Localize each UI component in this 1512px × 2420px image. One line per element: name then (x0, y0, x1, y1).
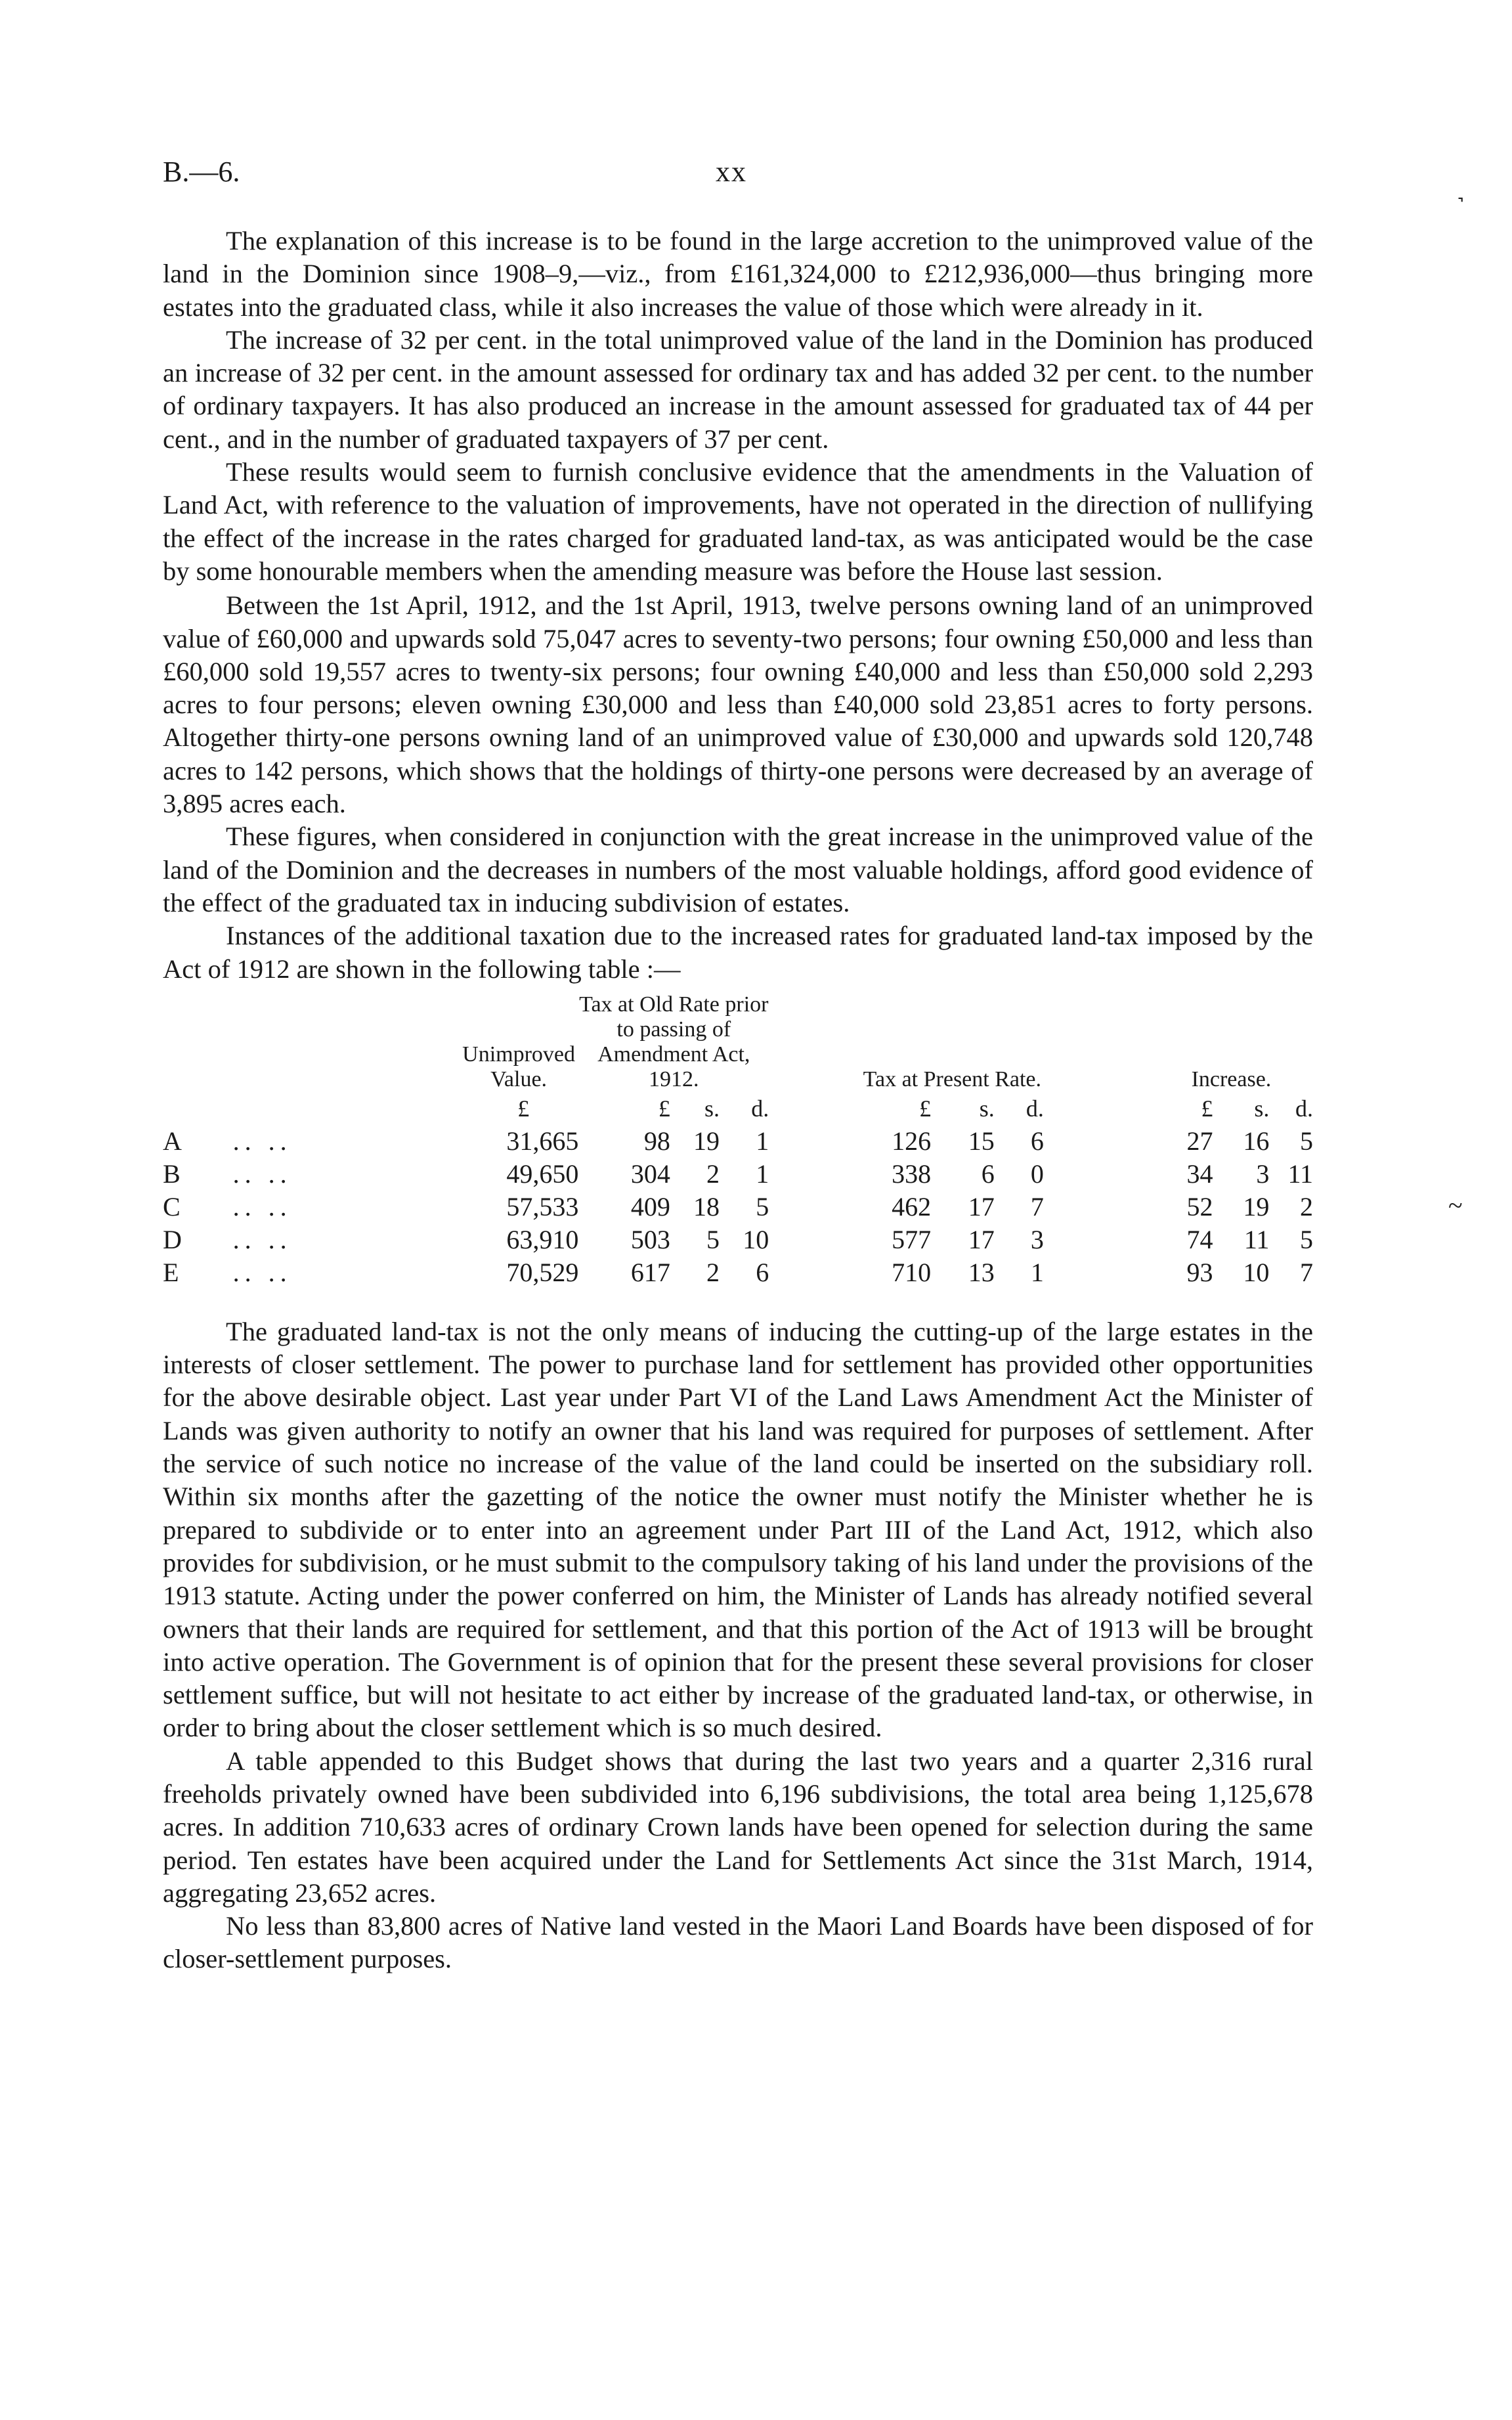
present-shillings: 13 (968, 1257, 995, 1287)
unit-pound: £ (1201, 1095, 1213, 1122)
increase-pounds: 34 (1186, 1158, 1213, 1189)
old-shillings: 2 (706, 1158, 720, 1189)
old-shillings: 19 (693, 1126, 720, 1156)
dot-leader: .. .. (232, 1224, 292, 1254)
unimproved-value: 49,650 (506, 1158, 579, 1189)
present-pounds: 338 (892, 1158, 932, 1189)
row-label: D (163, 1224, 182, 1254)
table-row (163, 1191, 1313, 1223)
present-pounds: 126 (892, 1126, 932, 1156)
paragraph: The explanation of this increase is to be found in the large accretion to the unimproved value of the land in the Dominion since 1908–9,—viz., from £161,324,000 to £212,936,000—thus bringing more estates into the graduated class, while it also increases the value of those which were already in it. (163, 226, 1313, 322)
table-units-row (163, 1092, 1313, 1125)
unimproved-value: 63,910 (506, 1224, 579, 1254)
table-row (163, 1256, 1313, 1289)
old-shillings: 2 (706, 1257, 720, 1287)
paragraph: The graduated land-tax is not the only means of inducing the cutting-up of the large estates in the interests of closer settlement. The power to purchase land for settlement has provided other opportunities for the above desirable object. Last year under Part VI of the Land Laws Amendment Act the Minister of Lands was given authority to notify an owner that his land was required for purposes of settlement. After the service of such notice no increase of the value of the land could be inserted on the subsidiary roll. Within six months after the gazetting of the notice the owner must notify the Minister whether he is prepared to subdivide or to enter into an agreement under Part III of the Land Act, 1912, which also provides for subdivision, or he must submit to the compulsory taking of his land under the provisions of the 1913 statute. Acting under the power conferred on him, the Minister of Lands has already notified several owners that their lands are required for settlement, and that this portion of the Act of 1913 will be brought into active operation. The Government is of opinion that for the present these several provisions for closer settlement suffice, but will not hesitate to act either by increase of the graduated land-tax, or otherwise, in order to bring about the closer settlement which is so much desired. (163, 1316, 1313, 1743)
column-header-old-rate: Tax at Old Rate prior to passing of Amendment Act, 1912. (579, 992, 769, 1091)
old-pounds: 409 (630, 1191, 670, 1221)
increase-pence: 2 (1300, 1191, 1313, 1221)
increase-shillings: 16 (1243, 1126, 1270, 1156)
increase-shillings: 19 (1243, 1191, 1270, 1221)
present-shillings: 17 (968, 1191, 995, 1221)
old-shillings: 5 (706, 1224, 720, 1254)
paragraph: Instances of the additional taxation due to the increased rates for graduated land-tax imposed by the Act of 1912 are shown in the following table :— (163, 921, 1313, 984)
increase-pence: 7 (1300, 1257, 1313, 1287)
dot-leader: .. .. (232, 1257, 292, 1287)
paragraph: A table appended to this Budget shows that during the last two years and a quarter 2,316 rural freeholds privately owned have been subdivided into 6,196 subdivisions, the total area being 1,125,678 acres. In addition 710,633 acres of ordinary Crown lands have been opened for selection during the same period. Ten estates have been acquired under the Land for Settlements Act since the 31st March, 1914, aggregating 23,652 acres. (163, 1746, 1313, 1908)
document-reference: B.—6. (163, 156, 240, 188)
increase-pounds: 52 (1186, 1191, 1213, 1221)
present-shillings: 6 (981, 1158, 995, 1189)
old-shillings: 18 (693, 1191, 720, 1221)
margin-mark-icon: ~ (1448, 1191, 1463, 1220)
column-header-unimproved: Unimproved Value. (462, 1042, 576, 1091)
old-pounds: 503 (630, 1224, 670, 1254)
old-pence: 6 (756, 1257, 769, 1287)
old-pence: 10 (743, 1224, 769, 1254)
paragraph: These results would seem to furnish conclusive evidence that the amendments in the Valuation of Land Act, with reference to the valuation of improvements, have not operated in the direction of nullifying the effect of the increase in the rates charged for graduated land-tax, as was anticipated would be the case by some honourable members when the amending measure was before the House last session. (163, 457, 1313, 586)
old-pence: 5 (756, 1191, 769, 1221)
present-pence: 0 (1030, 1158, 1044, 1189)
table-row (163, 1223, 1313, 1256)
table-row (163, 1125, 1313, 1158)
old-pounds: 617 (630, 1257, 670, 1287)
present-pounds: 577 (892, 1224, 932, 1254)
present-pounds: 462 (892, 1191, 932, 1221)
unimproved-value: 57,533 (506, 1191, 579, 1221)
unit-pence: d. (1026, 1095, 1044, 1122)
table-header-row (163, 992, 1313, 1092)
present-pence: 1 (1030, 1257, 1044, 1287)
increase-pence: 11 (1287, 1158, 1313, 1189)
increase-shillings: 10 (1243, 1257, 1270, 1287)
unit-pound: £ (517, 1095, 530, 1122)
column-header-present-rate: Tax at Present Rate. (863, 1067, 1042, 1091)
present-pence: 7 (1030, 1191, 1044, 1221)
document-body (163, 225, 1313, 1976)
row-label: E (163, 1257, 179, 1287)
margin-mark-icon: ˺ (1456, 191, 1465, 221)
increase-pence: 5 (1300, 1126, 1313, 1156)
dot-leader: .. .. (232, 1126, 292, 1156)
present-pence: 6 (1030, 1126, 1044, 1156)
increase-shillings: 11 (1243, 1224, 1270, 1254)
unit-pound: £ (658, 1095, 670, 1122)
increase-shillings: 3 (1256, 1158, 1270, 1189)
present-shillings: 17 (968, 1224, 995, 1254)
old-pence: 1 (756, 1126, 769, 1156)
present-shillings: 15 (968, 1126, 995, 1156)
unit-pence: d. (1295, 1095, 1313, 1122)
page-header (163, 155, 1318, 194)
row-label: B (163, 1158, 181, 1189)
old-pence: 1 (756, 1158, 769, 1189)
paragraph: These figures, when considered in conjunction with the great increase in the unimproved value of the land of the Dominion and the decreases in numbers of the most valuable holdings, afford good evidence of the effect of the graduated tax in inducing subdivision of estates. (163, 822, 1313, 917)
row-label: A (163, 1126, 182, 1156)
tax-increase-table (163, 992, 1313, 1289)
dot-leader: .. .. (232, 1191, 292, 1221)
table-row (163, 1158, 1313, 1191)
paragraph: Between the 1st April, 1912, and the 1st April, 1913, twelve persons owning land of an unimproved value of £60,000 and upwards sold 75,047 acres to seventy-two persons; four owning £50,000 and less than £60,000 sold 19,557 acres to twenty-six persons; four owning £40,000 and less than £50,000 sold 2,293 acres to four persons; eleven owning £30,000 and less than £40,000 sold 23,851 acres to forty persons. Altogether thirty-one persons owning land of an unimproved value of £30,000 and upwards sold 120,748 acres to 142 persons, which shows that the holdings of thirty-one persons were decreased by an average of 3,895 acres each. (163, 590, 1313, 819)
dot-leader: .. .. (232, 1158, 292, 1189)
increase-pounds: 27 (1186, 1126, 1213, 1156)
paragraph: The increase of 32 per cent. in the total unimproved value of the land in the Dominion has produced an increase of 32 per cent. in the amount assessed for ordinary tax and has added 32 per cent. to the number of ordinary taxpayers. It has also produced an increase in the amount assessed for graduated tax of 44 per cent., and in the number of graduated taxpayers of 37 per cent. (163, 324, 1313, 454)
page-number: xx (716, 156, 747, 188)
old-pounds: 304 (630, 1158, 670, 1189)
unimproved-value: 70,529 (506, 1257, 579, 1287)
unit-shilling: s. (979, 1095, 995, 1122)
increase-pounds: 93 (1186, 1257, 1213, 1287)
unit-shilling: s. (704, 1095, 720, 1122)
paragraph: No less than 83,800 acres of Native land vested in the Maori Land Boards have been disposed of for closer-settlement purposes. (163, 1911, 1313, 1974)
increase-pounds: 74 (1186, 1224, 1213, 1254)
unit-pence: d. (751, 1095, 769, 1122)
present-pounds: 710 (892, 1257, 932, 1287)
increase-pence: 5 (1300, 1224, 1313, 1254)
unimproved-value: 31,665 (506, 1126, 579, 1156)
unit-pound: £ (919, 1095, 932, 1122)
row-label: C (163, 1191, 181, 1221)
column-header-increase: Increase. (1191, 1067, 1272, 1091)
old-pounds: 98 (643, 1126, 670, 1156)
present-pence: 3 (1030, 1224, 1044, 1254)
unit-shilling: s. (1254, 1095, 1270, 1122)
